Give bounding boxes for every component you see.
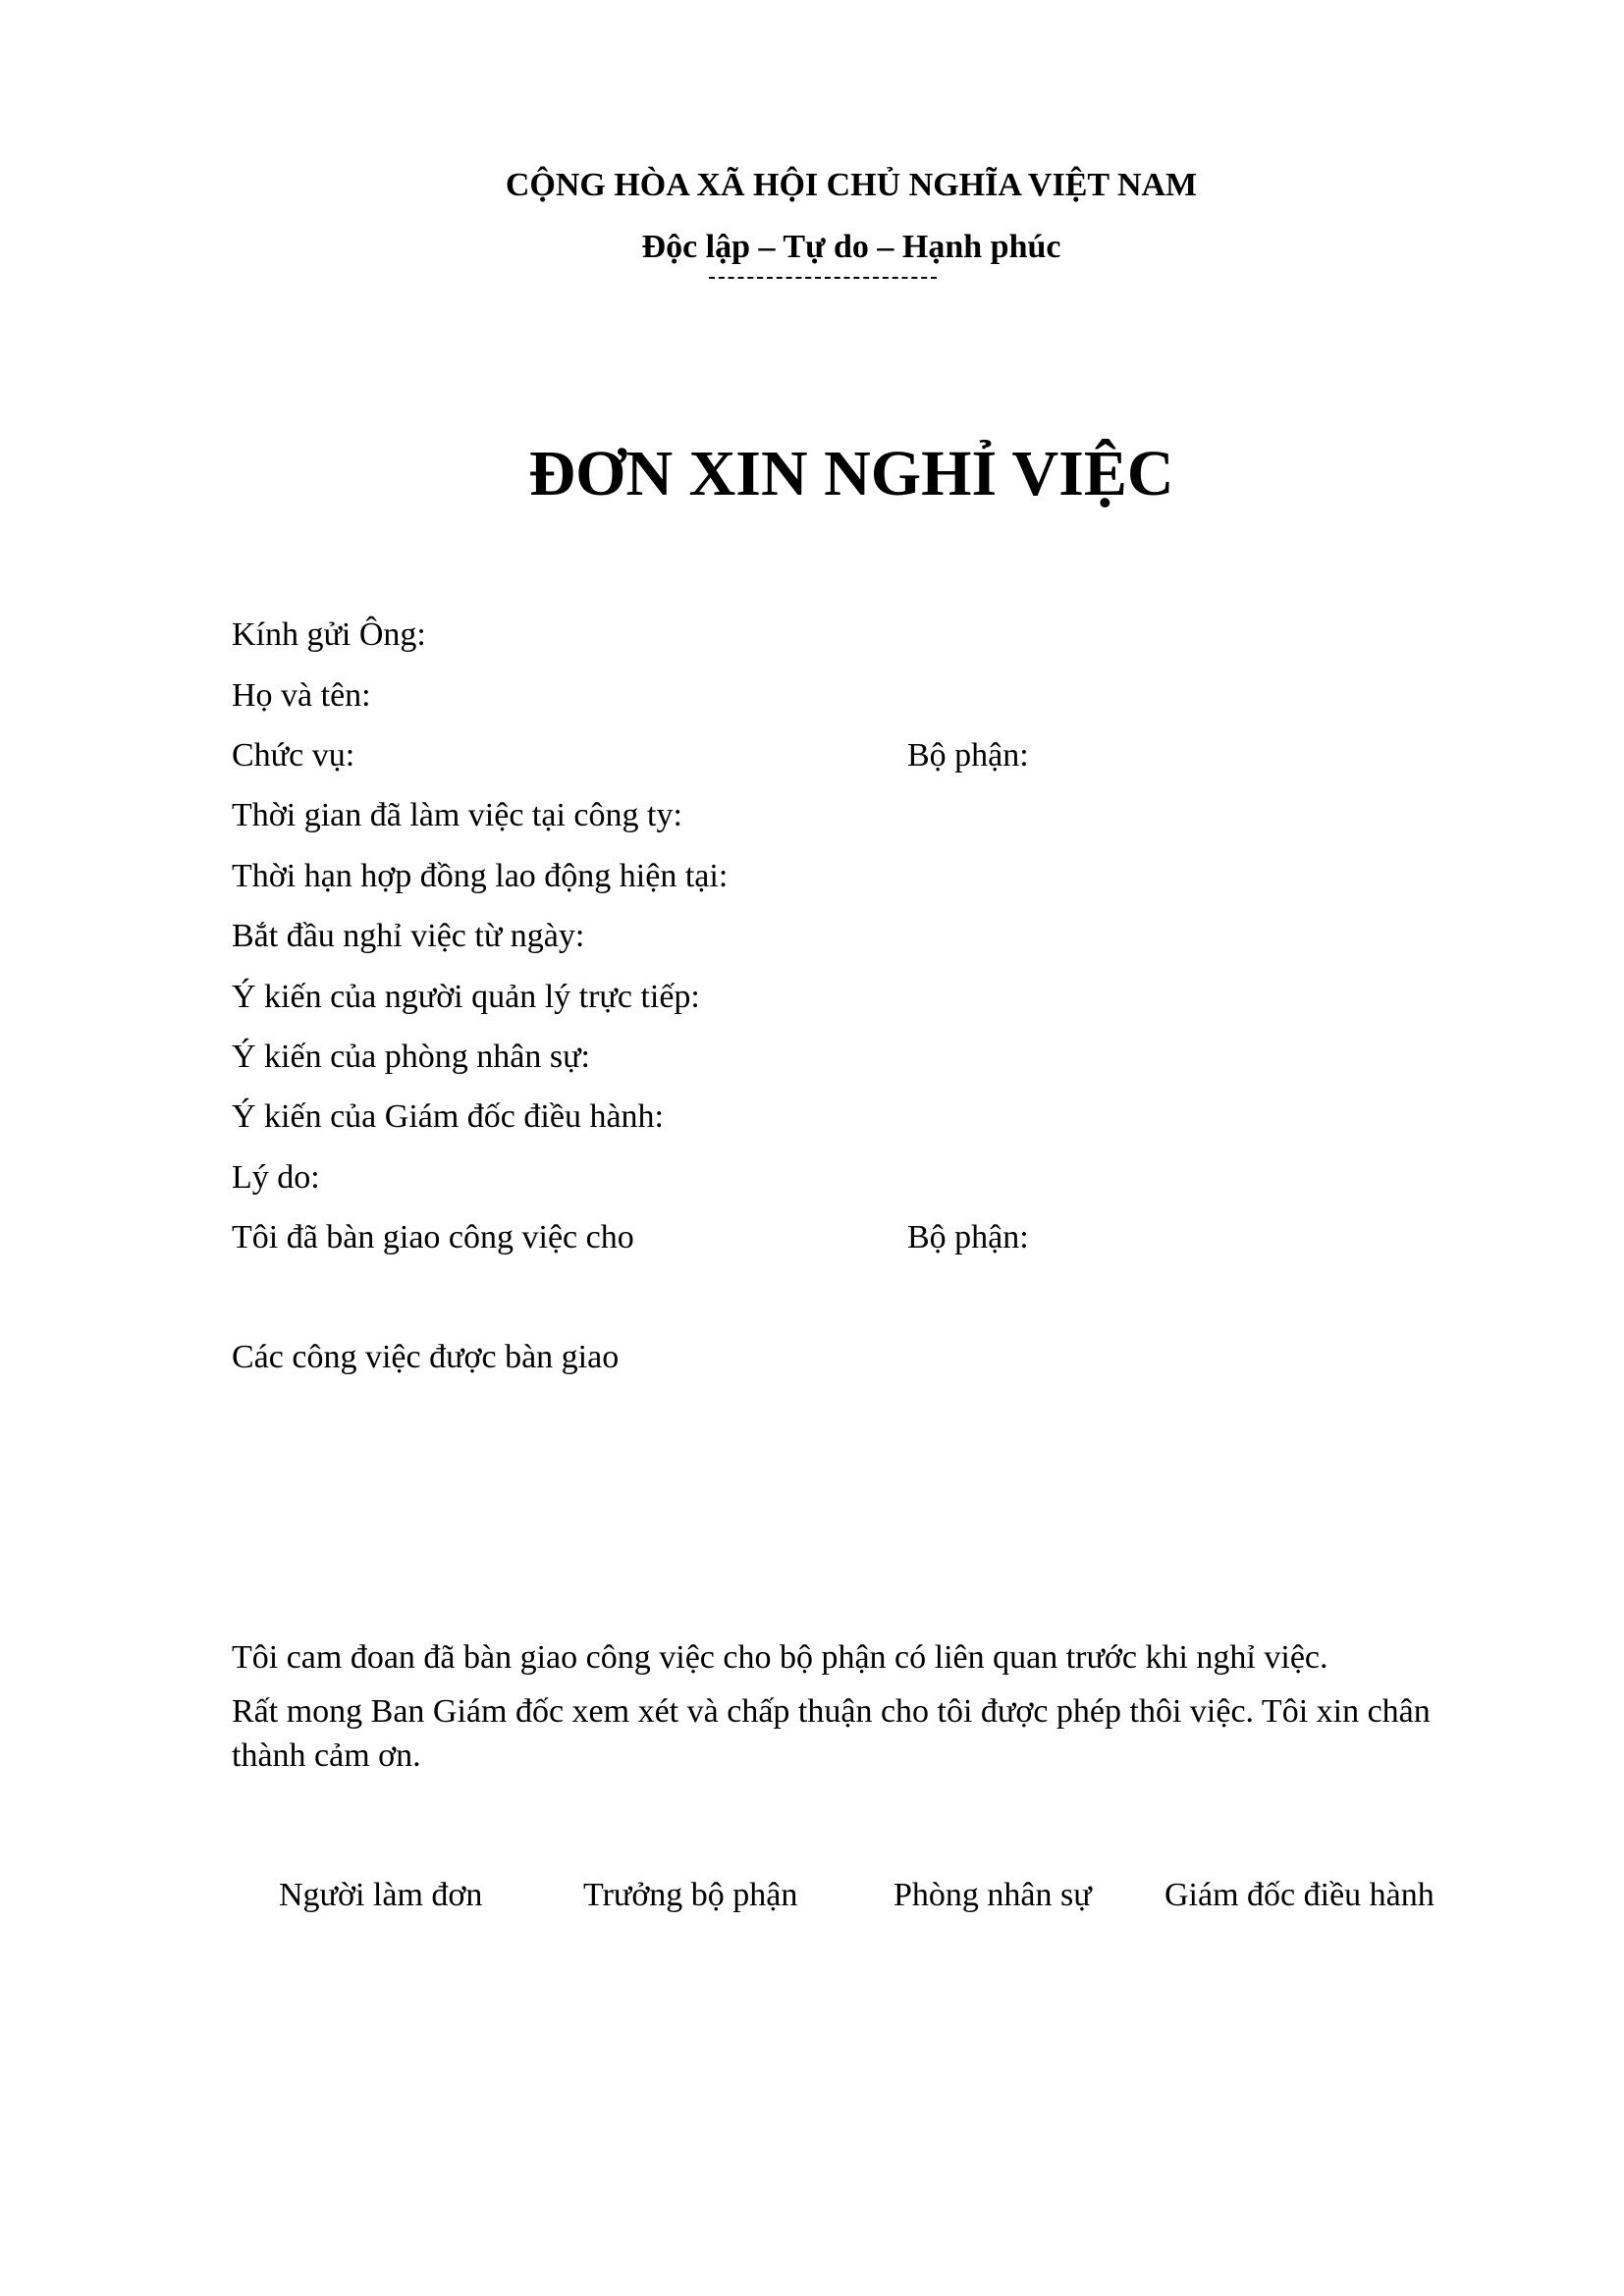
position-field: Chức vụ:	[232, 737, 355, 774]
recipient-field: Kính gửi Ông:	[232, 616, 426, 653]
handover-department-field: Bộ phận:	[907, 1219, 1029, 1255]
motto-dashed-rule	[709, 277, 937, 279]
signature-executive-director: Giám đốc điều hành	[1164, 1877, 1435, 1913]
commitment-paragraph: Tôi cam đoan đã bàn giao công việc cho bộ phận có liên quan trước khi nghỉ việc.	[232, 1639, 1328, 1676]
handover-to-field: Tôi đã bàn giao công việc cho	[232, 1219, 634, 1255]
hr-opinion-field: Ý kiến của phòng nhân sự:	[232, 1039, 590, 1075]
work-duration-field: Thời gian đã làm việc tại công ty:	[232, 797, 682, 833]
signature-hr-department: Phòng nhân sự	[893, 1877, 1092, 1913]
contract-term-field: Thời hạn hợp đồng lao động hiện tại:	[232, 858, 729, 894]
department-field: Bộ phận:	[907, 737, 1029, 774]
request-paragraph: Rất mong Ban Giám đốc xem xét và chấp thuận cho tôi được phép thôi việc. Tôi xin chân thành cảm ơn.	[232, 1693, 1431, 1774]
signature-department-head: Trưởng bộ phận	[583, 1877, 798, 1913]
national-title: CỘNG HÒA XÃ HỘI CHỦ NGHĨA VIỆT NAM	[505, 167, 1198, 203]
handover-tasks-field: Các công việc được bàn giao	[232, 1339, 620, 1375]
signature-applicant: Người làm đơn	[279, 1877, 483, 1913]
full-name-field: Họ và tên:	[232, 677, 371, 714]
director-opinion-field: Ý kiến của Giám đốc điều hành:	[232, 1098, 664, 1135]
document-title: ĐƠN XIN NGHỈ VIỆC	[528, 438, 1174, 509]
reason-field: Lý do:	[232, 1159, 320, 1196]
start-leave-field: Bắt đầu nghỉ việc từ ngày:	[232, 918, 585, 954]
national-motto: Độc lập – Tự do – Hạnh phúc	[641, 229, 1061, 265]
manager-opinion-field: Ý kiến của người quản lý trực tiếp:	[232, 979, 700, 1015]
